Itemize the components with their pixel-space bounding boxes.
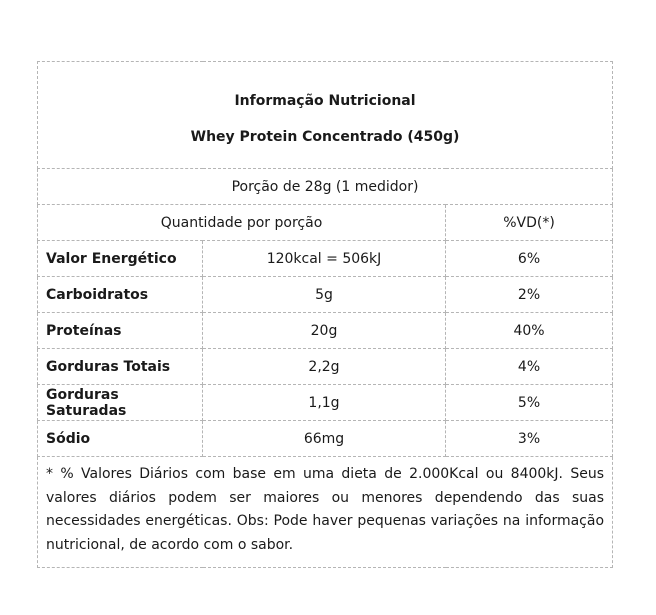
quantity-column-header: Quantidade por porção [38, 205, 446, 241]
nutrient-amount: 2,2g [203, 349, 446, 385]
nutrient-vd: 3% [446, 421, 613, 457]
table-row [38, 349, 613, 385]
nutrient-amount: 66mg [203, 421, 446, 457]
footnote-row [38, 457, 613, 568]
table-row [38, 313, 613, 349]
table-row [38, 277, 613, 313]
nutrient-name: Carboidratos [38, 277, 203, 313]
nutrient-amount: 120kcal = 506kJ [203, 241, 446, 277]
nutrient-amount: 5g [203, 277, 446, 313]
title-row [38, 62, 613, 169]
product-name: Whey Protein Concentrado (450g) [190, 129, 460, 145]
nutrient-amount: 1,1g [203, 385, 446, 421]
portion-size: Porção de 28g (1 medidor) [38, 169, 613, 205]
nutrient-name: Proteínas [38, 313, 203, 349]
nutrition-facts-table [37, 61, 613, 568]
table-row [38, 421, 613, 457]
vd-column-header: %VD(*) [446, 205, 613, 241]
table-row [38, 241, 613, 277]
nutrition-table-container [37, 61, 612, 568]
nutrient-name: Valor Energético [38, 241, 203, 277]
nutrient-vd: 40% [446, 313, 613, 349]
nutrient-name: Sódio [38, 421, 203, 457]
nutrient-vd: 6% [446, 241, 613, 277]
title-cell [38, 62, 613, 169]
nutrient-name: Gorduras Totais [38, 349, 203, 385]
nutrient-vd: 4% [446, 349, 613, 385]
table-title: Informação Nutricional [234, 93, 416, 109]
portion-row [38, 169, 613, 205]
nutrient-vd: 2% [446, 277, 613, 313]
nutrient-vd: 5% [446, 385, 613, 421]
footnote-text: * % Valores Diários com base em uma dieta de 2.000Kcal ou 8400kJ. Seus valores diários podem ser maiores ou menores dependendo das suas necessidades energéticas. Obs: Pode haver pequenas variações na informação nutricional, de acordo com o sabor. [38, 457, 613, 568]
table-row [38, 385, 613, 421]
nutrient-amount: 20g [203, 313, 446, 349]
nutrient-name: Gorduras Saturadas [38, 385, 203, 421]
column-header-row [38, 205, 613, 241]
